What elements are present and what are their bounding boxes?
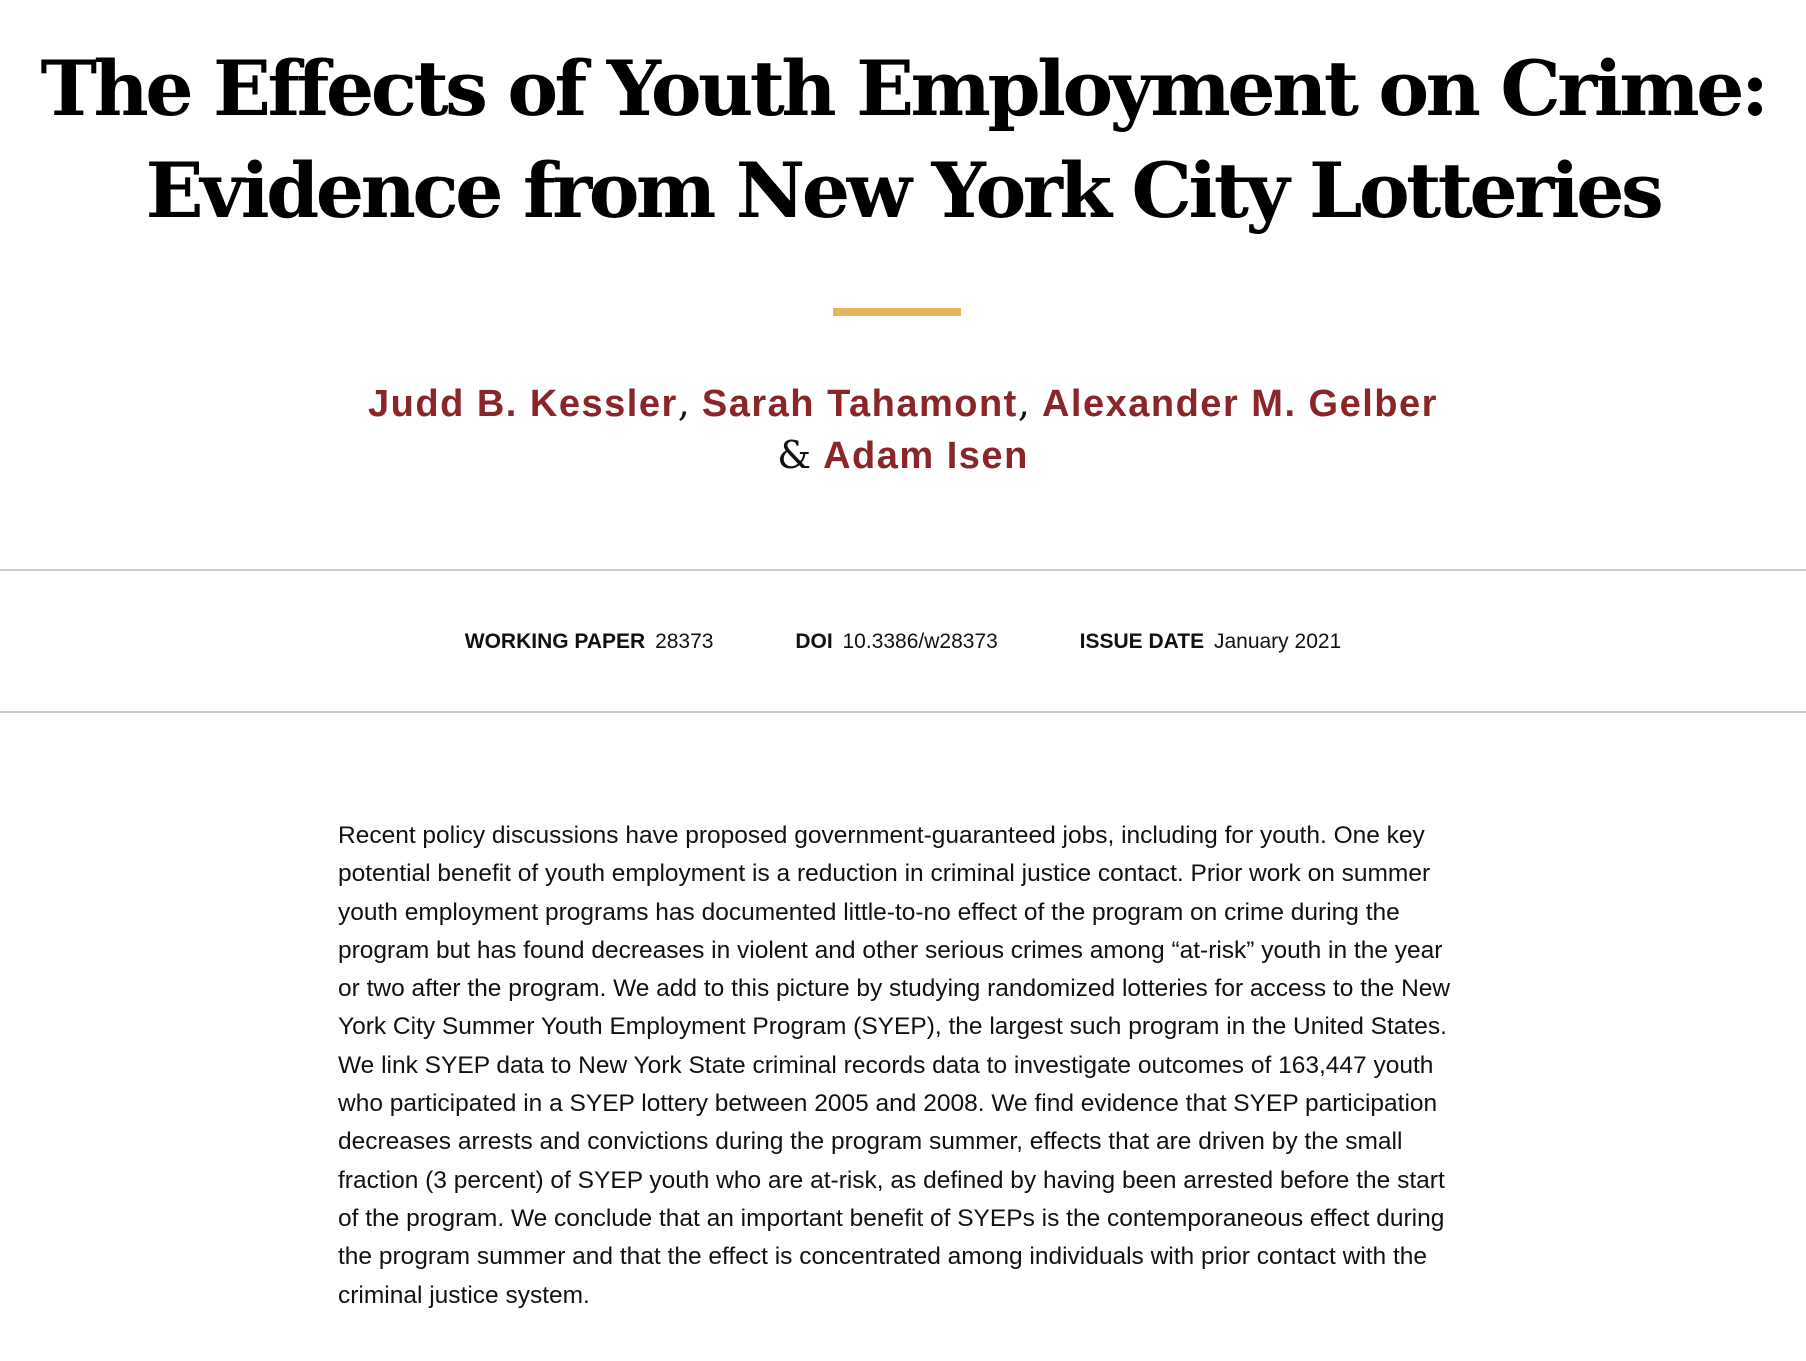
doi-value: 10.3386/w28373 bbox=[842, 630, 998, 653]
author-link-judd-kessler[interactable]: Judd B. Kessler bbox=[368, 383, 678, 425]
doi-label: DOI bbox=[795, 630, 833, 653]
working-paper-value: 28373 bbox=[655, 630, 714, 653]
author-list bbox=[0, 378, 1806, 482]
author-link-adam-isen[interactable]: Adam Isen bbox=[823, 435, 1029, 477]
doi bbox=[795, 626, 998, 658]
author-ampersand: & bbox=[777, 433, 812, 477]
working-paper-number bbox=[465, 626, 714, 658]
author-line-1 bbox=[0, 378, 1806, 430]
issue-date bbox=[1080, 626, 1342, 658]
author-separator: , bbox=[677, 381, 690, 425]
meta-top-divider bbox=[0, 569, 1806, 571]
page-title bbox=[0, 38, 1806, 242]
issue-date-value: January 2021 bbox=[1213, 630, 1342, 653]
paper-metadata-bar bbox=[0, 626, 1806, 658]
accent-divider bbox=[833, 308, 961, 316]
title-line-1: The Effects of Youth Employment on Crime: bbox=[40, 44, 1766, 133]
author-separator: , bbox=[1017, 381, 1030, 425]
title-line-2: Evidence from New York City Lotteries bbox=[145, 146, 1661, 235]
issue-date-label: ISSUE DATE bbox=[1079, 630, 1205, 653]
meta-bottom-divider bbox=[0, 711, 1806, 713]
author-line-2 bbox=[0, 430, 1806, 482]
author-link-sarah-tahamont[interactable]: Sarah Tahamont bbox=[701, 383, 1018, 425]
author-link-alexander-gelber[interactable]: Alexander M. Gelber bbox=[1041, 383, 1438, 425]
working-paper-label: WORKING PAPER bbox=[464, 630, 646, 653]
abstract-text: Recent policy discussions have proposed government-guaranteed jobs, including for youth. One key potential benefit of youth employment is a reduction in criminal justice contact. Prior work on summer youth employment programs has documented little-to-no effect of the program on crime during the program but has found decreases in violent and other serious crimes among “at-risk” youth in the year or two after the program. We add to this picture by studying randomized lotteries for access to the New York City Summer Youth Employment Program (SYEP), the largest such program in the United States. We link SYEP data to New York State criminal records data to investigate outcomes of 163,447 youth who participated in a SYEP lottery between 2005 and 2008. We find evidence that SYEP participation decreases arrests and convictions during the program summer, effects that are driven by the small fraction (3 percent) of SYEP youth who are at-risk, as defined by having been arrested before the start of the program. We conclude that an important benefit of SYEPs is the contemporaneous effect during the program summer and that the effect is concentrated among individuals with prior contact with the criminal justice system. bbox=[338, 822, 1451, 1309]
